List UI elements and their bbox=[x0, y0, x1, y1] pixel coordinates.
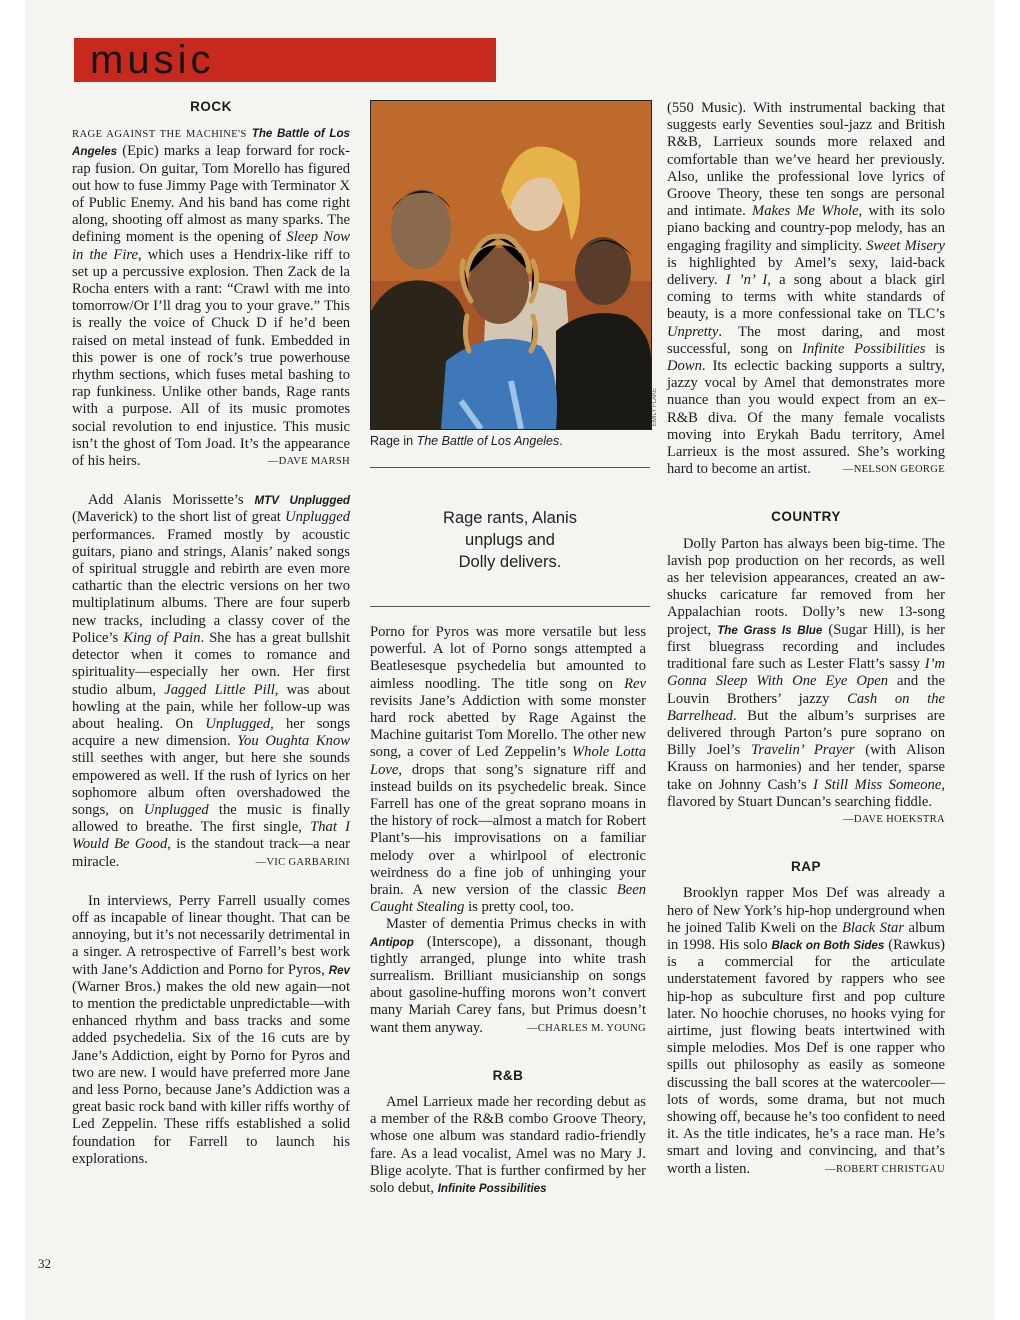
figure-caption: Rage in The Battle of Los Angeles. bbox=[370, 434, 563, 448]
section-heading-rap: RAP bbox=[790, 859, 821, 875]
column-right bbox=[667, 100, 945, 1178]
illustration-credit: EMILY FLAKE bbox=[652, 388, 658, 427]
byline: —NELSON GEORGE bbox=[842, 464, 945, 476]
column-left bbox=[72, 98, 350, 1168]
section-heading-rock: ROCK bbox=[190, 99, 232, 114]
review-rage: RAGE AGAINST THE MACHINE'S The Battle of Los Angeles (Epic) marks a leap forward for rock-rap fusion. On guitar, Tom Morello has figured out how to fuse Jimmy Page with Terminator X of Public Enemy. And his band has come right along, shooting off almost as many sparks. The defining moment is the opening of Sleep Now in the Fire, which uses a Hendrix-like riff to set up a percussive explosion. Then Zack de la Rocha enters with a rant: “Crawl with me into tomorrow/Or I’ll drag you to your grave.” This is really the voice of Chuck D if he’d been raised on metal instead of funk. Embedded in this power is one of rock’s true powerhouse rhythm sections, which fuses metal bashing to rap funkiness. Unlike other bands, Rage rants with a purpose. All of its music promotes social revolution to end injustice. This music isn’t the ghost of Tom Joad. It’s the appearance of his heirs. —DAVE MARSH bbox=[72, 127, 351, 470]
column-middle bbox=[370, 624, 646, 1197]
section-heading-country: COUNTRY bbox=[771, 509, 841, 525]
illustration-band bbox=[370, 100, 652, 430]
review-amel-part2: (550 Music). With instrumental backing that suggests early Seventies soul-jazz and British R&B, Larrieux sounds more relaxed and comfortable than we’ve heard her previously. Also, unlike the professional love lyrics of Groove Theory, these ten songs are personal and intimate. Makes Me Whole, with its solo piano backing and country-pop melody, has an engaging fragility and simplicity. Sweet Misery is highlighted by Amel’s sexy, laid-back delivery. I ’n’ I, a song about a black girl coming to terms with white standards of beauty, is a more confessional take on TLC’s Unpretty. The most daring, and most successful, song on Infinite Possibilities is Down. Its eclectic backing supports a sultry, jazzy vocal by Amel that demonstrates more nuance than you would expect from an ex–R&B diva. Of the many female vocalists moving into Erykah Badu territory, Amel Larrieux is the most assured. She’s working hard to become an artist. —NELSON GEORGE bbox=[667, 100, 946, 478]
pull-quote: Rage rants, Alanis unplugs and Dolly delivers. bbox=[443, 509, 577, 571]
album-title: The Battle of Los Angeles bbox=[72, 127, 350, 159]
review-farrell-part2: Porno for Pyros was more versatile but less powerful. A lot of Porno songs attempted a Beatlesesque psychedelia but amounted to aimless noodling. The title song on Rev revisits Jane’s Addiction with some monster hard rock abetted by Rage Against the Machine guitarist Tom Morello. The other new song, a cover of Led Zeppelin’s Whole Lotta Love, drops that song’s signature riff and instead builds on its psychedelic break. Since Farrell has one of the great soprano moans in the history of rock—almost a match for Robert Plant’s—his improvisations on a familiar melody over a whirlpool of electronic weirdness do a fine job of unhinging your brain. A new version of the classic Been Caught Stealing is pretty cool, too. Master of dementia Primus checks in with Antipop (Interscope), a dissonant, though tightly arranged, plunge into white trash surrealism. Brilliant musicianship on songs about gasoline-huffing morons won’t convert many Mariah Carey fans, but Primus doesn’t want them anyway. —CHARLES M. YOUNG bbox=[370, 624, 646, 1036]
section-banner bbox=[74, 38, 496, 82]
byline: —VIC GARBARINI bbox=[255, 856, 350, 868]
byline: —ROBERT CHRISTGAU bbox=[825, 1163, 945, 1175]
band-illustration bbox=[371, 101, 651, 429]
page-number: 32 bbox=[38, 1256, 51, 1271]
album-title: Antipop bbox=[370, 935, 414, 949]
byline: —DAVE MARSH bbox=[267, 456, 350, 468]
banner-first-letter: m bbox=[90, 38, 128, 82]
divider bbox=[370, 606, 650, 607]
album-title: The Grass Is Blue bbox=[717, 623, 823, 637]
review-amel-part1: Amel Larrieux made her recording debut as a member of the R&B combo Groove Theory, whose one album was standard radio-friendly fare. As a lead vocalist, Amel was no Mary J. Blige acolyte. That is further confirmed by her solo debut, Infinite Possibilities bbox=[370, 1094, 646, 1197]
album-title: MTV Unplugged bbox=[254, 494, 351, 508]
byline: —DAVE HOEKSTRA bbox=[843, 813, 945, 825]
review-dolly: Dolly Parton has always been big-time. The lavish pop production on her records, as well as her television appearances, created an aw-shucks caricature far removed from her Appalachian roots. Dolly’s new 13-song project, The Grass Is Blue (Sugar Hill), is her first bluegrass recording and includes traditional fare such as Lester Flatt’s sassy I’m Gonna Sleep With One Eye Open and the Louvin Brothers’ jazzy Cash on the Barrelhead. But the album’s surprises are delivered through Parton’s pure soprano on Billy Joel’s Travelin’ Prayer (with Alison Krauss on harmonies) and her tender, sparse take on Johnny Cash’s I Still Miss Someone, flavored by Stuart Duncan’s searching fiddle. —DAVE HOEKSTRA bbox=[667, 536, 945, 828]
review-mos-def: Brooklyn rapper Mos Def was already a hero of New York’s hip-hop underground when he joined Talib Kweli on the Black Star album in 1998. His solo Black on Both Sides (Rawkus) is a commercial for the articulate understatement favored by rappers who see hip-hop as subculture first and pop culture later. No hoochie choruses, no hooks vying for airtime, just flowing beats intertwined with simple melodies. Mos Def is one rapper who spills out philosophy as easily as someone discussing the ball scores at the watercooler—lots of words, some drama, but not much showing off, because he’s too confident to need it. As the title indicates, he’s a race man. He’s smart and loving and convincing, and that’s worth a listen. —ROBERT CHRISTGAU bbox=[667, 885, 945, 1177]
banner-title: usic bbox=[127, 38, 215, 82]
artist-name: RAGE AGAINST THE MACHINE'S bbox=[72, 129, 247, 141]
review-alanis: Add Alanis Morissette’s MTV Unplugged (Maverick) to the short list of great Unplugged performances. Framed mostly by acoustic guitars, piano and strings, Alanis’ naked songs of spiritual struggle and rebirth are even more cathartic than the electric versions on her two multiplatinum albums. There are four superb new tracks, including a classy cover of the Police’s King of Pain. She has a great bullshit detector when it comes to romance and spirituality—especially her own. Her first studio album, Jagged Little Pill, was about howling at the pain, while her follow-up was about healing. On Unplugged, her songs acquire a new dimension. You Oughta Know still seethes with anger, but here she sounds empowered as well. If the rush of lyrics on her sophomore album often overshadowed the songs, on Unplugged the music is finally allowed to breathe. The first single, That I Would Be Good, is the standout track—a near miracle. —VIC GARBARINI bbox=[72, 492, 351, 870]
album-title: Rev bbox=[328, 963, 350, 977]
divider bbox=[370, 467, 650, 468]
album-title: Black on Both Sides bbox=[771, 938, 885, 952]
album-title: Infinite Possibilities bbox=[437, 1182, 547, 1196]
byline: —CHARLES M. YOUNG bbox=[526, 1022, 646, 1034]
review-farrell-part1: In interviews, Perry Farrell usually comes off as incapable of linear thought. That can be annoying, but it’s not necessarily detrimental in a singer. A retrospective of Farrell’s best work with Jane’s Addiction and Porno for Pyros, Rev (Warner Bros.) makes the old new again—not to mention the predictable unpredictable—with enhanced rhythm and bass tracks and some added psychedelia. Six of the 16 cuts are by Jane’s Addiction, eight by Porno for Pyros and two are new. I would have preferred more Jane and less Porno, because Jane’s Addiction was a great basic rock band with killer riffs worthy of Led Zeppelin. These riffs established a solid foundation for Farrell to launch his explorations. bbox=[72, 892, 350, 1167]
section-heading-rnb: R&B bbox=[492, 1067, 524, 1083]
